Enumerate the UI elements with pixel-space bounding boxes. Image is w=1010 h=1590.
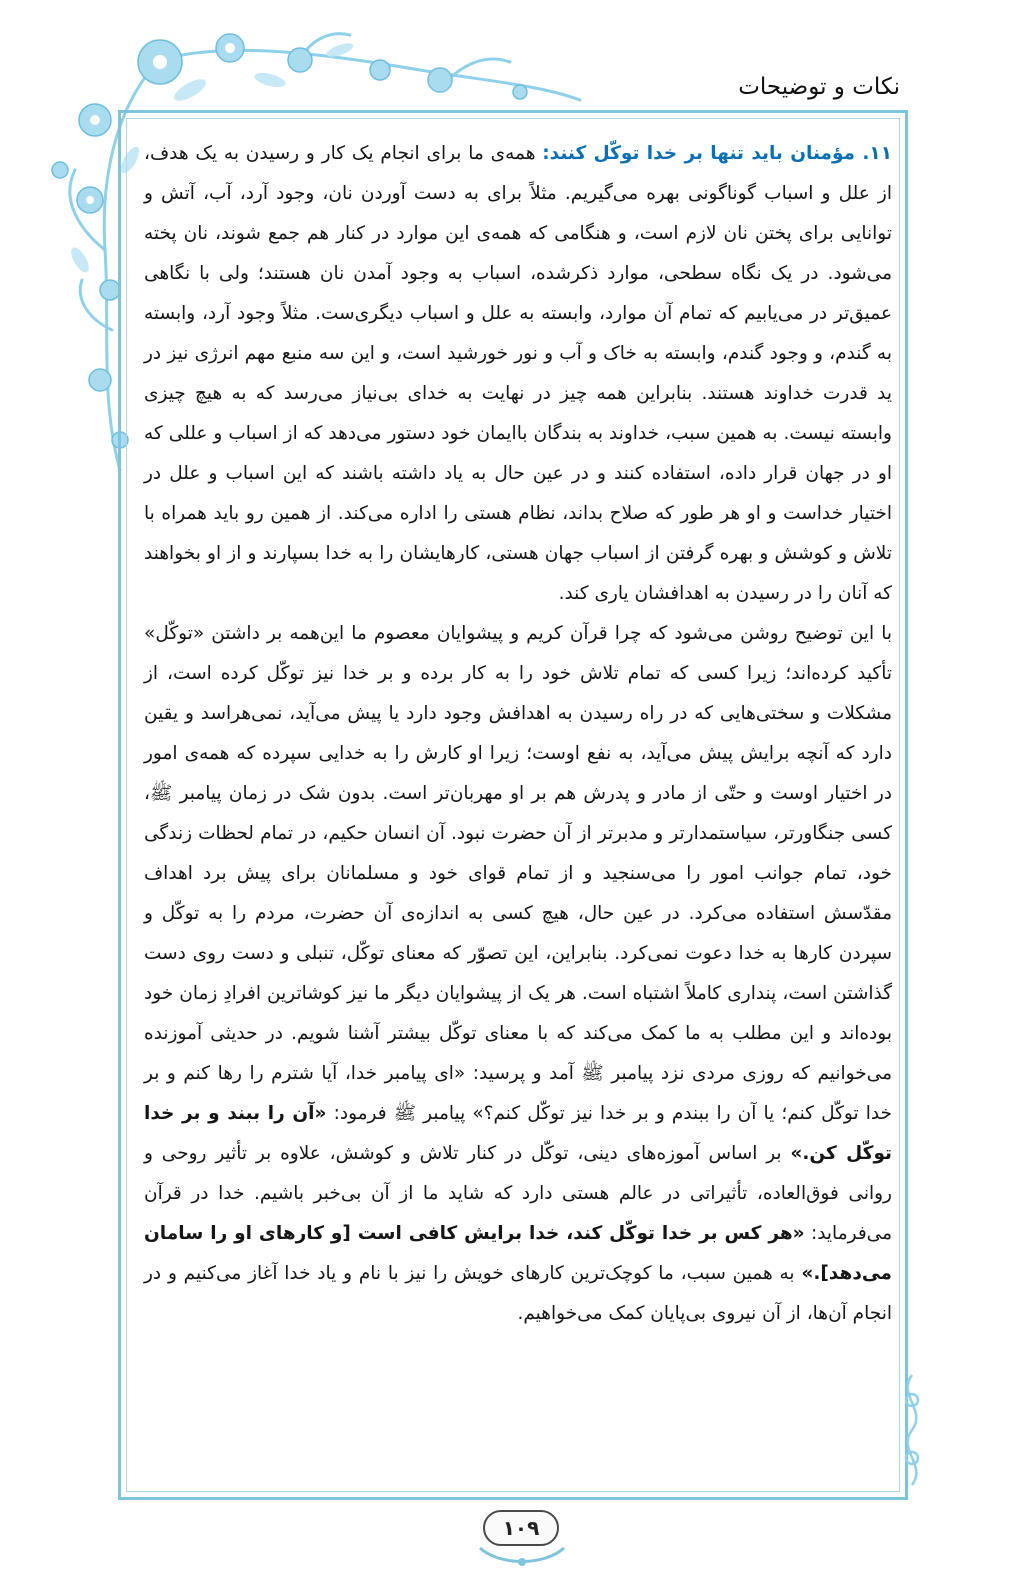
paragraph-2-body: با این توضیح روشن می‌شود که چرا قرآن کریم و پیشوایان معصوم ما این‌همه بر داشتن «توکّل» تأکید کرده‌اند؛ زیرا کسی که تمام تلاش خود را به کار برده و بر خدا نیز توکّل کرده است، از مشکلات و سختی‌هایی که در راه رسیدن به اهدافش وجود دارد یا پیش می‌آید، نمی‌هراسد و یقین دارد که آنچه برایش پیش می‌آید، به نفع اوست؛ زیرا او کارش را به خدایی سپرده که همه‌ی امور در اختیار اوست و حتّی از مادر و پدرش هم بر او مهربان‌تر است. بدون شک در زمان پیامبر ﷺ، کسی جنگاورتر، سیاستمدارتر و مدبرتر از آن حضرت نبود. آن انسان حکیم، در تمام لحظات زندگی خود، تمام جوانب امور را می‌سنجید و از تمام قوای خود و مسلمانان برای پیش برد اهداف مقدّسش استفاده می‌کرد. در عین حال، هیچ کسی به اندازه‌ی آن حضرت، مردم را به توکّل و سپردن کارها به خدا دعوت نمی‌کرد. بنابراین، این تصوّر که معنای توکّل، تنبلی و دست روی دست گذاشتن است، پنداری کاملاً اشتباه است. هر یک از پیشوایان دیگر ما نیز کوشاترین افرادِ زمان خود بوده‌اند و این مطلب به ما کمک می‌کند که با معنای توکّل بیشتر آشنا شویم. در حدیثی آموزنده می‌خوانیم که روزی مردی نزد پیامبر ﷺ آمد و پرسید: «ای پیامبر خدا، آیا شترم را رها کنم و بر خدا توکّل کنم؛ یا آن را ببندم و بر خدا نیز توکّل کنم؟» پیامبر ﷺ فرمود: bbox=[144, 623, 892, 1124]
main-text bbox=[144, 134, 892, 1484]
paragraph-2 bbox=[144, 614, 892, 1334]
paragraph-2-continued: بر اساس آموزه‌های دینی، توکّل در کنار تلاش و کوشش، علاوه بر تأثیر روحی و روانی فوق‌العاده، تأثیراتی در عالم هستی دارد که شاید ما از آن بی‌خبر باشیم. خدا در قرآن می‌فرماید: bbox=[144, 1143, 892, 1244]
quran-verse: «هر کس بر خدا توکّل کند، خدا برایش کافی است [و کارهای او را سامان می‌دهد].» bbox=[144, 1223, 892, 1284]
prophet-quote: «آن را ببند و بر خدا توکّل کن.» bbox=[144, 1103, 892, 1164]
paragraph-1-body: همه‌ی ما برای انجام یک کار و رسیدن به یک هدف، از علل و اسباب گوناگونی بهره می‌گیریم. مثلاً برای به دست آوردن نان، وجود آرد، آب، آتش و توانایی برای پختن نان لازم است، و هنگامی که همه‌ی این موارد در کنار هم جمع شوند، نان پخته می‌شود. در یک نگاه سطحی، موارد ذکرشده، اسباب به وجود آمدن نان هستند؛ ولی با نگاهی عمیق‌تر در می‌یابیم که تمام آن موارد، وابسته به علل و اسباب دیگری‌ست. مثلاً وجود آرد، وابسته به گندم، و وجود گندم، وابسته به خاک و آب و نور خورشید است، و این سه منبع مهم انرژی نیز در ید قدرت خداوند هستند. بنابراین همه چیز در نهایت به خدای بی‌نیاز می‌رسد که به هیچ چیزی وابسته نیست. به همین سبب، خداوند به بندگان باایمان خود دستور می‌دهد که از اسباب و عللی که او در جهان قرار داده، استفاده کنند و در عین حال به یاد داشته باشند که این اسباب و علل در اختیار خداست و او هر طور که صلاح بداند، نظام هستی را اداره می‌کند. از همین رو باید همراه با تلاش و کوشش و بهره گرفتن از اسباب جهان هستی، کارهایشان را به خدا بسپارند و از او بخواهند که آنان را در رسیدن به اهدافشان یاری کند. bbox=[144, 143, 892, 604]
paragraph-1 bbox=[144, 134, 892, 614]
running-header: نکات و توضیحات bbox=[738, 74, 900, 100]
paragraph-2-end: به همین سبب، ما کوچک‌ترین کارهای خویش را نیز با نام و یاد خدا آغاز می‌کنیم و در انجام آن‌ها، از آن نیروی بی‌پایان کمک می‌خواهیم. bbox=[144, 1263, 892, 1324]
page-number: ۱۰۹ bbox=[483, 1510, 559, 1546]
section-heading: ۱۱. مؤمنان باید تنها بر خدا توکّل کنند: bbox=[542, 143, 892, 164]
